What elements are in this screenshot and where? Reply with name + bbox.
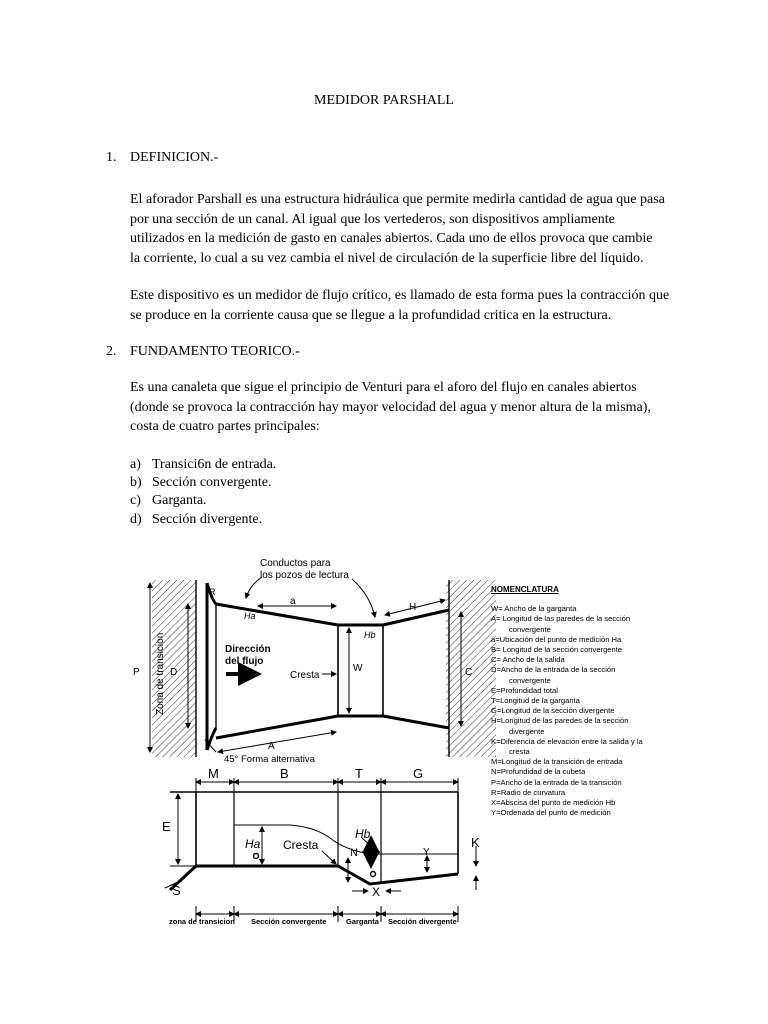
nomenclature-item: convergente — [509, 675, 551, 685]
label-A: A — [268, 741, 275, 752]
conductos-label-2: los pozos de lectura — [260, 570, 349, 581]
list-item: Sección divergente. — [152, 512, 263, 527]
label-Y: Y — [423, 847, 430, 858]
label-G: G — [413, 766, 424, 781]
list-item: Garganta. — [152, 493, 207, 508]
section-2-number: 2. — [106, 344, 117, 359]
nomenclature-item: Y=Ordenada del punto de medición — [491, 808, 611, 818]
list-item: Sección convergente. — [152, 475, 272, 490]
nomenclature-item: P=Ancho de la entrada de la transición — [491, 777, 622, 787]
label-S: S — [172, 883, 181, 898]
label-B: B — [280, 766, 289, 781]
label-cresta-profile: Cresta — [283, 838, 319, 852]
nomenclature-item: cresta — [509, 747, 530, 757]
label-Ha-profile: Ha — [245, 837, 261, 851]
text-line: Este dispositivo es un medidor de flujo crítico, es llamado de esta forma pues la contracción que — [130, 288, 670, 303]
nomenclature-item: convergente — [509, 624, 551, 634]
nomenclature-item: T=Longitud de la garganta — [491, 696, 580, 706]
nomenclature-item: D=Ancho de la entrada de la sección — [491, 665, 616, 675]
label-garganta: Garganta — [346, 917, 379, 926]
label-W: W — [353, 663, 363, 674]
text-line: utilizados en la medición de gasto en canales abiertos. Cada uno de ellos provoca que cambie — [130, 231, 653, 246]
nomenclature-item: H=Longitud de las paredes de la sección — [491, 716, 629, 726]
list-item: Transici6n de entrada. — [152, 457, 277, 472]
text-line: (donde se provoca la contracción hay mayor velocidad del agua y menor altura de la misma), — [130, 399, 651, 415]
label-a: a — [290, 596, 296, 607]
label-Hb-profile: Hb — [355, 827, 371, 841]
text-line: la corriente, lo cual a su vez cambia el nivel de circulación de la superficie libre del líquido. — [130, 250, 644, 266]
label-E: E — [162, 819, 171, 834]
text-line: se produce en la corriente causa que se llegue a la profundidad critica en la estructura. — [130, 307, 612, 323]
label-Hb-plan: Hb — [364, 630, 376, 640]
label-del-flujo: del flujo — [225, 656, 264, 667]
label-forma-alternativa: 45° Forma alternativa — [224, 754, 315, 765]
list-item-letter: d) — [130, 512, 142, 527]
label-N: N — [350, 847, 358, 859]
text-line: costa de cuatro partes principales: — [130, 419, 320, 434]
label-zona-vertical: Zona de transicion — [155, 632, 166, 715]
text-line: Es una canaleta que sigue el principio de Venturi para el aforo del flujo en canales abiertos — [130, 380, 637, 395]
label-P: P — [133, 667, 140, 678]
nomenclature-item: divergente — [509, 726, 545, 736]
nomenclature-item: W= Ancho de la garganta — [491, 604, 577, 614]
label-M: M — [208, 766, 219, 781]
nomenclature-item: C= Ancho de la salida — [491, 655, 565, 665]
section-1-number: 1. — [106, 150, 117, 165]
label-H: H — [409, 602, 417, 613]
plan-view — [150, 577, 496, 757]
parshall-flume-diagram — [0, 540, 500, 940]
nomenclature-list — [491, 604, 691, 818]
nomenclature-item: B= Longitud de la sección convergente — [491, 645, 623, 655]
nomenclature-item: K=Diferencia de elevación entre la salida y la — [491, 736, 643, 746]
nomenclature-item: A= Longitud de las paredes de la sección — [491, 614, 631, 624]
label-seccion-divergente: Sección divergente — [388, 917, 457, 926]
label-seccion-convergente: Sección convergente — [251, 917, 327, 926]
label-C: C — [465, 667, 473, 678]
label-R: R — [209, 587, 216, 597]
nomenclature-item: a=Ubicación del punto de medición Ha — [491, 634, 622, 644]
label-D: D — [170, 667, 178, 678]
section-1-heading: DEFINICION.- — [130, 150, 219, 165]
page-title: MEDIDOR PARSHALL — [314, 93, 454, 108]
nomenclature-legend — [491, 585, 691, 818]
nomenclature-item: G=Longitud de la sección divergente — [491, 706, 615, 716]
list-item-letter: c) — [130, 493, 141, 508]
conductos-label-1: Conductos para — [260, 558, 331, 569]
list-item-letter: a) — [130, 457, 141, 472]
nomenclature-item: R=Radio de curvatura — [491, 787, 566, 797]
label-zona-transicion: zona de transicion — [169, 917, 235, 926]
text-line: por una sección de un canal. Al igual que los vertederos, son dispositivos ampliamente — [130, 211, 615, 227]
nomenclature-title: NOMENCLATURA — [491, 585, 559, 594]
theory-paragraph — [130, 378, 670, 437]
nomenclature-item: E=Profundidad total — [491, 685, 558, 695]
critical-flow-paragraph — [130, 286, 670, 325]
nomenclature-item: N=Profundidad de la cubeta — [491, 767, 586, 777]
nomenclature-item: M=Longitud de la transición de entrada — [491, 757, 623, 767]
section-2-heading: FUNDAMENTO TEORICO.- — [130, 344, 300, 359]
text-line: El aforador Parshall es una estructura hidráulica que permite medirla cantidad de agua que pasa — [130, 192, 665, 207]
nomenclature-item: X=Abscisa del punto de medición Hb — [491, 798, 616, 808]
label-direccion: Dirección — [225, 644, 271, 655]
label-T: T — [355, 766, 363, 781]
list-item-letter: b) — [130, 475, 142, 490]
label-X: X — [372, 885, 381, 899]
label-K: K — [471, 835, 480, 850]
label-cresta-plan: Cresta — [290, 670, 320, 681]
label-Ha-plan: Ha — [244, 611, 256, 621]
definition-paragraph — [130, 190, 670, 268]
